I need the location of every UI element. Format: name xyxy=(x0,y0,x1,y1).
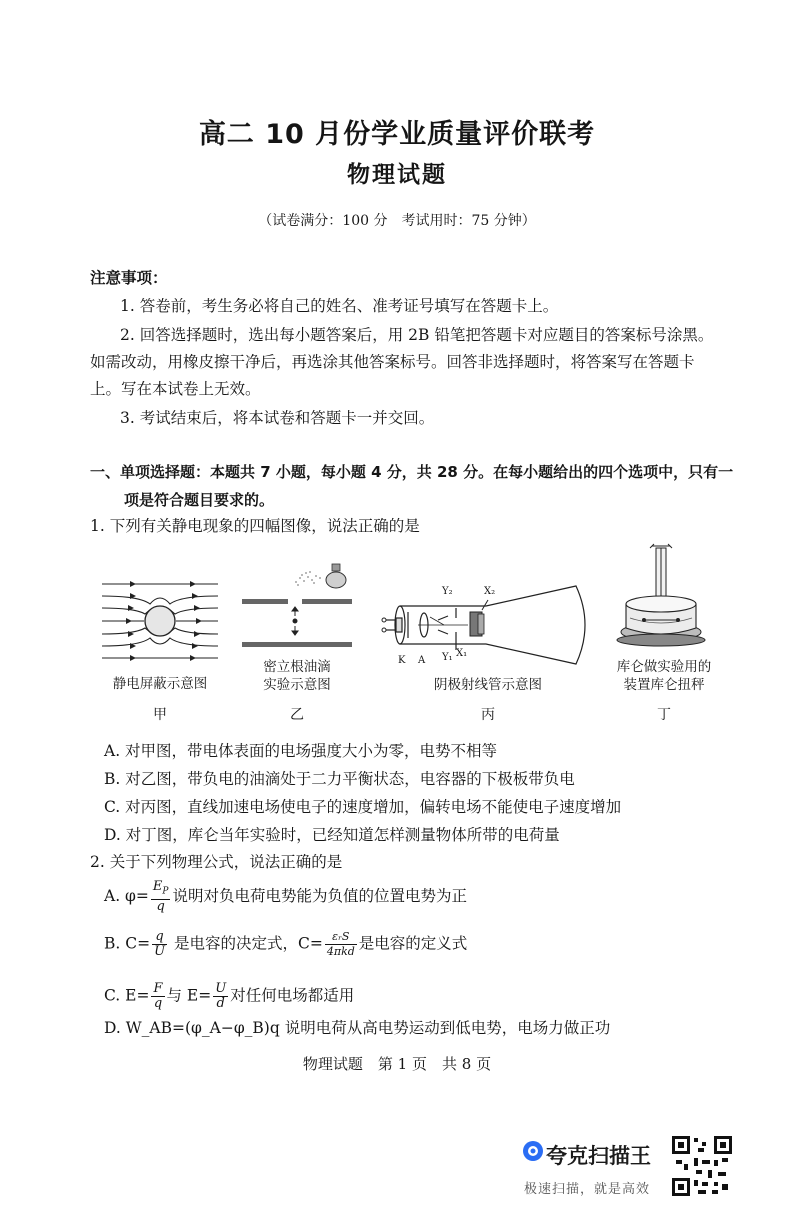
note-item-3: 3. 考试结束后，将本试卷和答题卡一并交回。 xyxy=(120,409,435,427)
figure-jia-label: 甲 xyxy=(153,707,167,723)
figure-yi-label: 乙 xyxy=(290,707,304,723)
q2-option-c-fraction-2: $\frac{U}{d}$ xyxy=(215,981,227,1011)
figure-ding-torsion-balance xyxy=(614,540,714,648)
q2-option-a-prefix: A. φ= xyxy=(104,886,149,905)
figure-yi-caption-1: 密立根油滴 xyxy=(263,659,331,675)
q2-option-c-text: 对任何电场都适用 xyxy=(230,986,355,1005)
q2-option-c-fraction-1: $\frac{F}{q}$ xyxy=(153,981,163,1011)
figure-bing-caption: 阴极射线管示意图 xyxy=(434,677,542,693)
crt-label-x2: X₂ xyxy=(484,586,496,597)
q1-option-a: A. 对甲图，带电体表面的电场强度大小为零，电势不相等 xyxy=(104,742,498,760)
quark-logo-icon xyxy=(522,1140,544,1162)
section-heading-line-1: 一、单项选择题：本题共 7 小题，每小题 4 分，共 28 分。在每小题给出的四个选项中，只有一 xyxy=(90,463,734,481)
q2-option-b-mid: 是电容的决定式，C= xyxy=(169,934,323,953)
q2-option-b-text: 是电容的定义式 xyxy=(358,934,468,953)
note-item-2-line-3: 上。写在本试卷上无效。 xyxy=(90,380,261,398)
q2-option-c-mid: 与 E= xyxy=(166,986,212,1005)
figure-ding-label: 丁 xyxy=(657,707,671,723)
exam-title: 高二 10 月份学业质量评价联考 xyxy=(198,119,596,150)
figure-ding-caption-1: 库仑做实验用的 xyxy=(616,659,712,675)
figure-yi-oil-drop xyxy=(238,558,356,654)
q2-option-a-text: 说明对负电荷电势能为负值的位置电势为正 xyxy=(172,886,467,905)
q1-option-c: C. 对丙图，直线加速电场使电子的速度增加，偏转电场不能使电子速度增加 xyxy=(104,798,622,816)
scanner-slogan: 极速扫描，就是高效 xyxy=(524,1182,651,1197)
figure-jia-caption: 静电屏蔽示意图 xyxy=(112,676,208,692)
figure-bing-label: 丙 xyxy=(481,707,495,723)
q2-option-d: D. W_AB=(φ_A−φ_B)q 说明电荷从高电势运动到低电势，电场力做正功 xyxy=(104,1019,611,1037)
q2-option-b-fraction-1: $\frac{q}{U}$ xyxy=(154,929,166,959)
crt-label-y1: Y₁ xyxy=(442,652,453,663)
q1-stem: 1. 下列有关静电现象的四幅图像，说法正确的是 xyxy=(90,517,420,535)
crt-label-k: K xyxy=(398,655,406,666)
note-item-1: 1. 答卷前，考生务必将自己的姓名、准考证号填写在答题卡上。 xyxy=(120,297,559,315)
exam-info: （试卷满分：100 分 考试用时：75 分钟） xyxy=(258,213,536,229)
page-footer: 物理试题 第 1 页 共 8 页 xyxy=(302,1055,492,1073)
q2-option-a xyxy=(104,880,467,914)
q2-option-b xyxy=(104,930,467,959)
q2-option-b-prefix: B. C= xyxy=(104,934,151,953)
q1-option-d: D. 对丁图，库仑当年实验时，已经知道怎样测量物体所带的电荷量 xyxy=(104,826,560,844)
crt-label-a: A xyxy=(418,655,426,666)
q2-stem: 2. 关于下列物理公式，说法正确的是 xyxy=(90,853,343,871)
q1-option-b: B. 对乙图，带负电的油滴处于二力平衡状态，电容器的下极板带负电 xyxy=(104,770,575,788)
scanner-brand: 夸克扫描王 xyxy=(546,1144,651,1168)
figure-ding-caption-2: 装置库仑扭秤 xyxy=(623,677,705,693)
figure-yi-caption-2: 实验示意图 xyxy=(263,677,331,693)
crt-label-y2: Y₂ xyxy=(442,586,453,597)
figure-jia-shielding xyxy=(100,576,220,668)
note-item-2-line-2: 如需改动，用橡皮擦干净后，再选涂其他答案标号。回答非选择题时，将答案写在答题卡 xyxy=(90,353,695,371)
q2-option-c-prefix: C. E= xyxy=(104,986,150,1005)
q2-option-a-fraction: $\frac{E_P}{q}$ xyxy=(152,879,169,914)
crt-label-x1: X₁ xyxy=(456,648,468,659)
notes-heading: 注意事项： xyxy=(90,269,168,287)
qr-code-icon xyxy=(670,1134,734,1198)
q2-option-c xyxy=(104,982,354,1011)
section-heading-line-2: 项是符合题目要求的。 xyxy=(124,491,275,509)
note-item-2-line-1: 2. 回答选择题时，选出每小题答案后，用 2B 铅笔把答题卡对应题目的答案标号涂黑。 xyxy=(120,326,714,344)
exam-subject: 物理试题 xyxy=(347,162,447,188)
q2-option-b-fraction-2: $\frac{\text{εᵣS}}{\text{4πkd}}$ xyxy=(326,930,355,958)
